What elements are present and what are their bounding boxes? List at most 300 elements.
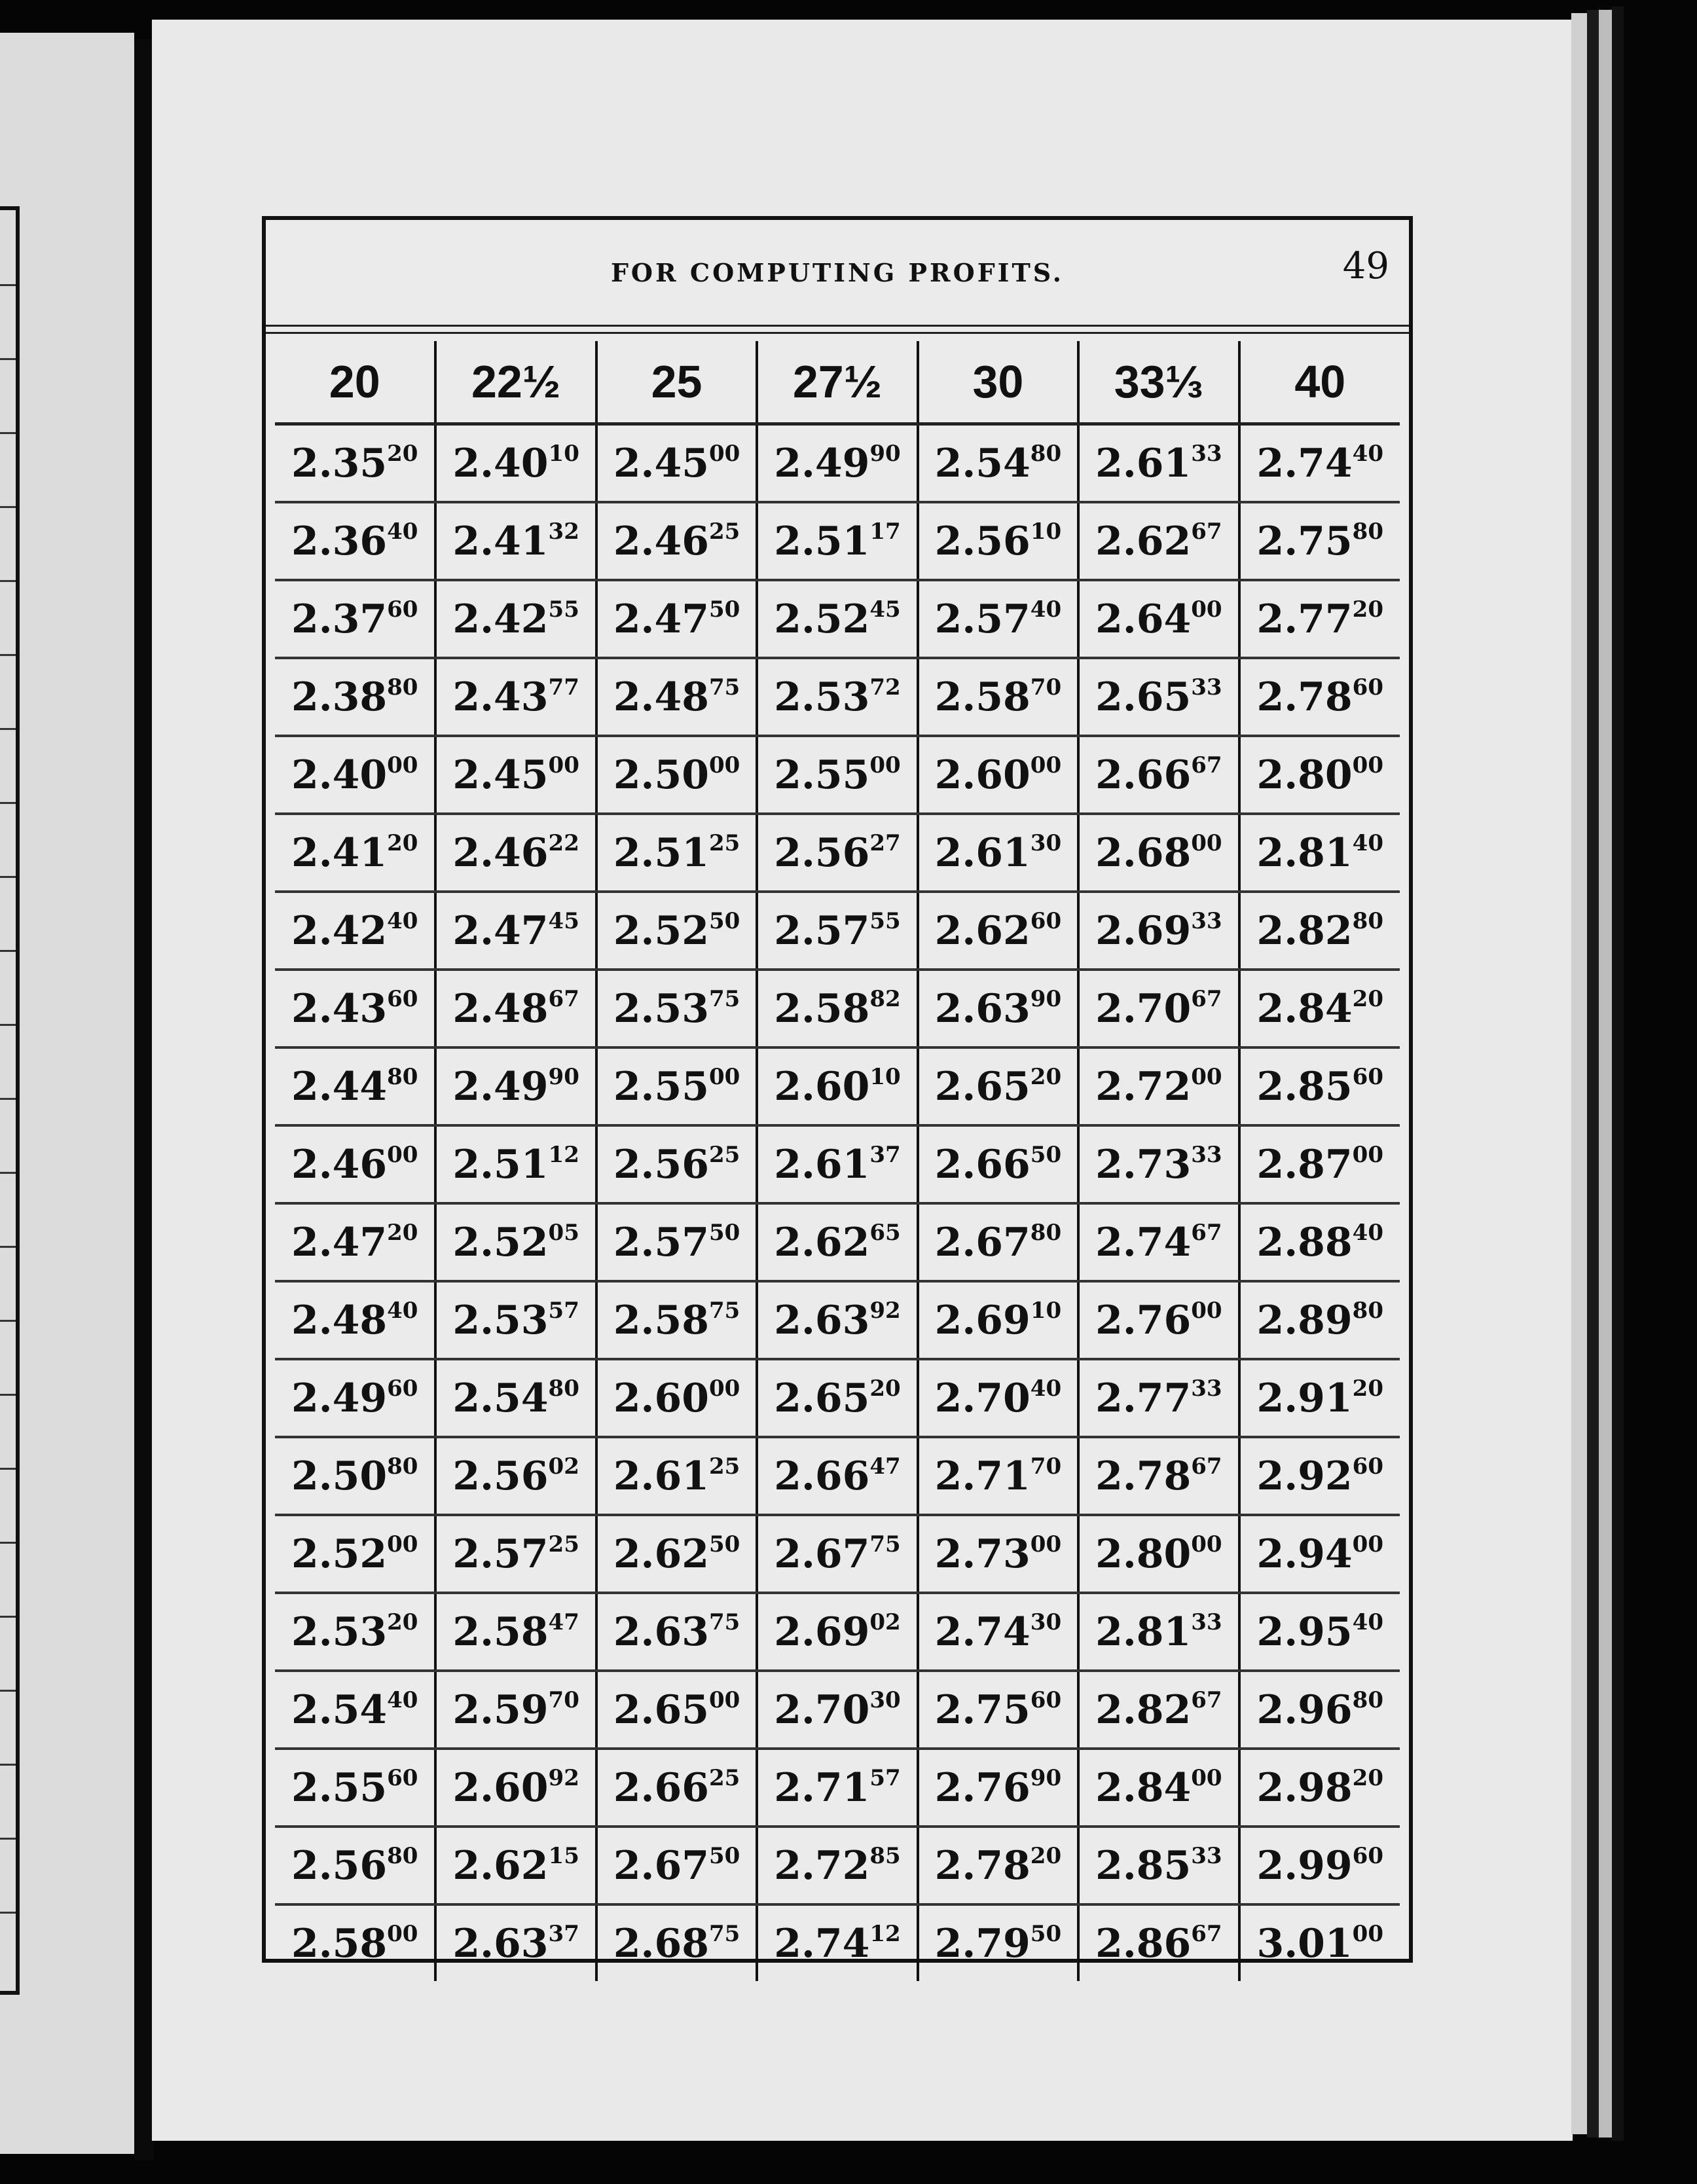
cell-cents-superscript: 00 [869,752,901,778]
table-cell [918,1359,1078,1437]
table-cell [1239,1904,1400,1981]
cell-cents-superscript: 00 [1191,1063,1222,1090]
table-cell [918,736,1078,814]
facing-page-row-rule [0,1394,16,1396]
cell-cents-superscript: 92 [548,1764,579,1791]
cell-amount: 2.50 [291,1453,388,1499]
table-cell [1078,892,1239,970]
cell-cents-superscript: 00 [387,1531,418,1557]
table-cell [275,424,435,503]
cell-cents-superscript: 75 [708,1920,740,1947]
cell-amount: 2.70 [934,1375,1031,1421]
facing-page-row-rule [0,802,16,804]
table-cell [918,1904,1078,1981]
page-header [266,220,1409,327]
cell-amount: 2.80 [1095,1531,1192,1577]
table-cell [1239,1047,1400,1125]
cell-amount: 2.56 [613,1141,709,1188]
cell-cents-superscript: 57 [869,1764,901,1791]
table-cell [1078,1437,1239,1515]
cell-cents-superscript: 80 [387,1842,418,1869]
table-cell [275,1281,435,1359]
cell-amount: 2.47 [613,596,709,642]
cell-cents-superscript: 40 [387,518,418,545]
cell-cents-superscript: 67 [1191,985,1222,1012]
cell-amount: 2.58 [934,674,1031,720]
cell-cents-superscript: 30 [869,1686,901,1713]
table-cell [918,1827,1078,1904]
table-cell [757,814,917,892]
cell-amount: 2.56 [774,829,870,876]
table-cell [918,502,1078,580]
cell-cents-superscript: 00 [1352,752,1383,778]
table-cell [1078,424,1239,503]
table-cell [918,1281,1078,1359]
cell-amount: 2.45 [613,440,709,486]
facing-page-row-rule [0,1764,16,1766]
cell-amount: 2.66 [934,1141,1031,1188]
cell-amount: 2.48 [613,674,709,720]
table-row [275,1827,1400,1904]
cell-amount: 2.60 [613,1375,709,1421]
cell-cents-superscript: 80 [387,1063,418,1090]
cell-amount: 2.88 [1256,1219,1353,1265]
cell-amount: 2.77 [1095,1375,1192,1421]
cell-amount: 2.61 [1095,440,1192,486]
cell-cents-superscript: 20 [869,1375,901,1402]
cell-cents-superscript: 60 [387,1375,418,1402]
table-cell [275,580,435,658]
facing-page-row-rule [0,1098,16,1100]
cell-amount: 2.67 [613,1842,709,1889]
cell-cents-superscript: 25 [708,829,740,856]
table-cell [1078,1593,1239,1671]
table-cell [757,502,917,580]
cell-amount: 2.53 [613,985,709,1032]
cell-amount: 2.61 [613,1453,709,1499]
table-cell [435,736,596,814]
table-cell [596,1749,757,1827]
cell-cents-superscript: 55 [548,596,579,623]
table-cell [596,658,757,736]
table-cell [596,1125,757,1203]
table-cell [596,1281,757,1359]
running-title: FOR COMPUTING PROFITS. [610,258,1065,287]
cell-amount: 2.41 [291,829,388,876]
table-cell [1239,1593,1400,1671]
cell-amount: 2.85 [1256,1063,1353,1110]
book-gutter [134,39,154,2160]
cell-cents-superscript: 20 [387,1219,418,1246]
table-cell [596,580,757,658]
cell-amount: 2.62 [1095,518,1192,564]
cell-cents-superscript: 20 [387,1609,418,1635]
cell-cents-superscript: 00 [1191,596,1222,623]
cell-cents-superscript: 75 [708,985,740,1012]
cell-cents-superscript: 33 [1191,1141,1222,1168]
cell-amount: 2.48 [452,985,549,1032]
table-frame [262,216,1413,1967]
column-header: 33⅓ [1078,341,1239,424]
cell-amount: 2.70 [1095,985,1192,1032]
cell-amount: 2.63 [774,1297,870,1343]
cell-cents-superscript: 50 [708,907,740,934]
cell-amount: 2.62 [613,1531,709,1577]
table-cell [1078,970,1239,1047]
cell-amount: 2.51 [774,518,870,564]
table-cell [596,1671,757,1749]
table-row [275,1281,1400,1359]
cell-amount: 2.49 [774,440,870,486]
column-header: 30 [918,341,1078,424]
table-cell [596,970,757,1047]
cell-cents-superscript: 50 [1030,1920,1062,1947]
cell-amount: 2.55 [613,1063,709,1110]
cell-cents-superscript: 45 [548,907,579,934]
cell-cents-superscript: 67 [1191,1686,1222,1713]
column-header: 40 [1239,341,1400,424]
cell-amount: 2.51 [452,1141,549,1188]
table-cell [1078,1281,1239,1359]
cell-amount: 2.46 [291,1141,388,1188]
facing-page-row-rule [0,284,16,286]
cell-cents-superscript: 12 [548,1141,579,1168]
cell-amount: 2.81 [1095,1609,1192,1655]
cell-amount: 2.77 [1256,596,1353,642]
cell-amount: 2.54 [934,440,1031,486]
table-cell [1078,1749,1239,1827]
cell-cents-superscript: 75 [869,1531,901,1557]
table-cell [435,1437,596,1515]
cell-cents-superscript: 60 [1352,1453,1383,1480]
cell-cents-superscript: 20 [1352,1764,1383,1791]
cell-amount: 2.89 [1256,1297,1353,1343]
cell-amount: 2.74 [1095,1219,1192,1265]
cell-amount: 2.94 [1256,1531,1353,1577]
cell-cents-superscript: 40 [1030,1375,1062,1402]
cell-amount: 2.66 [613,1764,709,1811]
table-cell [596,1904,757,1981]
cell-amount: 2.55 [774,752,870,798]
table-cell [275,1671,435,1749]
table-row [275,1904,1400,1981]
facing-page-row-rule [0,1246,16,1248]
cell-amount: 2.60 [774,1063,870,1110]
cell-amount: 2.84 [1095,1764,1192,1811]
cell-amount: 2.54 [291,1686,388,1733]
cell-amount: 2.46 [613,518,709,564]
table-cell [435,502,596,580]
table-cell [435,1203,596,1281]
cell-cents-superscript: 22 [548,829,579,856]
cell-amount: 2.57 [934,596,1031,642]
cell-cents-superscript: 80 [387,674,418,701]
table-row [275,814,1400,892]
cell-amount: 2.79 [934,1920,1031,1967]
table-row [275,424,1400,503]
table-cell [275,1749,435,1827]
profit-table [275,341,1400,1981]
cell-cents-superscript: 67 [1191,518,1222,545]
cell-amount: 2.73 [934,1531,1031,1577]
table-cell [918,1125,1078,1203]
table-cell [918,892,1078,970]
cell-amount: 2.63 [934,985,1031,1032]
facing-page-row-rule [0,1912,16,1914]
table-cell [435,1904,596,1981]
cell-cents-superscript: 65 [869,1219,901,1246]
cell-amount: 2.65 [774,1375,870,1421]
cell-amount: 2.69 [1095,907,1192,954]
cell-cents-superscript: 20 [1352,985,1383,1012]
cell-amount: 2.61 [774,1141,870,1188]
cell-cents-superscript: 80 [1030,440,1062,467]
table-cell [1239,502,1400,580]
table-cell [435,1125,596,1203]
cell-amount: 2.63 [613,1609,709,1655]
table-cell [1239,424,1400,503]
cell-amount: 2.66 [774,1453,870,1499]
cell-cents-superscript: 40 [1030,596,1062,623]
cell-cents-superscript: 20 [1030,1842,1062,1869]
table-row [275,1125,1400,1203]
facing-page-row-rule [0,654,16,656]
cell-cents-superscript: 10 [1030,518,1062,545]
cell-cents-superscript: 90 [869,440,901,467]
table-cell [918,1593,1078,1671]
table-cell [1078,1203,1239,1281]
cell-amount: 2.62 [774,1219,870,1265]
table-cell [435,1281,596,1359]
cell-amount: 2.76 [1095,1297,1192,1343]
cell-cents-superscript: 25 [708,1453,740,1480]
table-cell [435,970,596,1047]
column-header: 27½ [757,341,917,424]
cell-cents-superscript: 20 [387,829,418,856]
cell-cents-superscript: 60 [387,596,418,623]
cell-amount: 2.71 [934,1453,1031,1499]
cell-cents-superscript: 40 [387,1686,418,1713]
cell-cents-superscript: 00 [387,1141,418,1168]
table-cell [757,1125,917,1203]
cell-amount: 2.69 [934,1297,1031,1343]
cell-amount: 2.42 [452,596,549,642]
cell-cents-superscript: 50 [1030,1141,1062,1168]
cell-amount: 2.65 [1095,674,1192,720]
cell-cents-superscript: 60 [1352,1063,1383,1090]
cell-cents-superscript: 17 [869,518,901,545]
cell-cents-superscript: 00 [1352,1141,1383,1168]
table-cell [918,814,1078,892]
table-cell [1239,1749,1400,1827]
cell-cents-superscript: 33 [1191,440,1222,467]
cell-cents-superscript: 50 [708,1842,740,1869]
table-cell [918,580,1078,658]
cell-amount: 2.82 [1256,907,1353,954]
table-cell [1239,814,1400,892]
cell-cents-superscript: 67 [1191,1920,1222,1947]
cell-cents-superscript: 00 [1191,1297,1222,1324]
table-cell [596,1515,757,1593]
table-row [275,892,1400,970]
table-cell [1078,736,1239,814]
table-cell [918,970,1078,1047]
cell-cents-superscript: 37 [869,1141,901,1168]
table-cell [1078,1827,1239,1904]
cell-cents-superscript: 00 [1352,1920,1383,1947]
cell-cents-superscript: 02 [869,1609,901,1635]
cell-cents-superscript: 30 [1030,1609,1062,1635]
cell-cents-superscript: 32 [548,518,579,545]
cell-amount: 2.56 [934,518,1031,564]
table-cell [596,892,757,970]
table-cell [275,658,435,736]
cell-cents-superscript: 60 [1030,907,1062,934]
cell-cents-superscript: 80 [548,1375,579,1402]
cell-cents-superscript: 70 [1030,1453,1062,1480]
cell-cents-superscript: 50 [708,596,740,623]
cell-cents-superscript: 60 [1030,1686,1062,1713]
cell-amount: 2.78 [934,1842,1031,1889]
cell-cents-superscript: 92 [869,1297,901,1324]
cell-cents-superscript: 27 [869,829,901,856]
facing-page-row-rule [0,580,16,582]
table-cell [435,1593,596,1671]
cell-amount: 2.61 [934,829,1031,876]
cell-amount: 2.36 [291,518,388,564]
cell-cents-superscript: 00 [387,752,418,778]
cell-cents-superscript: 20 [1352,596,1383,623]
cell-amount: 2.92 [1256,1453,1353,1499]
cell-amount: 2.66 [1095,752,1192,798]
table-row [275,502,1400,580]
cell-amount: 2.37 [291,596,388,642]
table-cell [757,1515,917,1593]
cell-amount: 2.64 [1095,596,1192,642]
cell-amount: 2.53 [291,1609,388,1655]
cell-amount: 2.58 [452,1609,549,1655]
cell-cents-superscript: 90 [1030,1764,1062,1791]
table-cell [275,970,435,1047]
cell-cents-superscript: 15 [548,1842,579,1869]
cell-cents-superscript: 77 [548,674,579,701]
cell-amount: 2.51 [613,829,709,876]
table-cell [1078,502,1239,580]
table-cell [435,1749,596,1827]
cell-cents-superscript: 50 [708,1219,740,1246]
table-cell [596,1359,757,1437]
table-cell [918,1437,1078,1515]
cell-cents-superscript: 67 [1191,752,1222,778]
table-cell [275,736,435,814]
cell-amount: 2.47 [452,907,549,954]
cell-cents-superscript: 00 [1030,1531,1062,1557]
cell-cents-superscript: 40 [1352,440,1383,467]
table-cell [275,1437,435,1515]
cell-cents-superscript: 60 [387,985,418,1012]
table-cell [918,424,1078,503]
table-cell [918,1515,1078,1593]
table-cell [1239,580,1400,658]
table-header-row [275,341,1400,424]
cell-amount: 2.49 [452,1063,549,1110]
cell-amount: 2.43 [291,985,388,1032]
table-cell [1239,1203,1400,1281]
table-cell [275,1359,435,1437]
cell-amount: 2.38 [291,674,388,720]
cell-cents-superscript: 67 [1191,1219,1222,1246]
table-row [275,1515,1400,1593]
table-cell [596,424,757,503]
cell-cents-superscript: 37 [548,1920,579,1947]
cell-amount: 2.85 [1095,1842,1192,1889]
table-cell [1239,1281,1400,1359]
cell-amount: 2.58 [774,985,870,1032]
cell-amount: 2.74 [1256,440,1353,486]
cell-cents-superscript: 33 [1191,907,1222,934]
table-cell [435,892,596,970]
cell-cents-superscript: 40 [1352,1609,1383,1635]
table-cell [918,1671,1078,1749]
cell-cents-superscript: 90 [1030,985,1062,1012]
facing-page-row-rule [0,1838,16,1840]
cell-amount: 2.65 [613,1686,709,1733]
table-cell [275,1593,435,1671]
cell-amount: 2.87 [1256,1141,1353,1188]
cell-cents-superscript: 20 [1352,1375,1383,1402]
cell-amount: 2.69 [774,1609,870,1655]
cell-cents-superscript: 00 [708,1063,740,1090]
cell-amount: 2.43 [452,674,549,720]
cell-amount: 2.60 [934,752,1031,798]
facing-page-row-rule [0,1468,16,1470]
table-cell [757,1203,917,1281]
facing-page [0,33,134,2154]
cell-cents-superscript: 82 [869,985,901,1012]
table-row [275,1203,1400,1281]
table-cell [757,580,917,658]
cell-amount: 2.78 [1095,1453,1192,1499]
cell-cents-superscript: 90 [548,1063,579,1090]
cell-cents-superscript: 00 [1191,1764,1222,1791]
table-cell [1239,1125,1400,1203]
cell-cents-superscript: 25 [548,1531,579,1557]
cell-cents-superscript: 20 [1030,1063,1062,1090]
cell-cents-superscript: 12 [869,1920,901,1947]
table-cell [435,658,596,736]
cell-amount: 2.56 [291,1842,388,1889]
table-cell [918,658,1078,736]
cell-amount: 2.57 [613,1219,709,1265]
table-row [275,1359,1400,1437]
cell-cents-superscript: 80 [1030,1219,1062,1246]
table-row [275,580,1400,658]
cell-cents-superscript: 67 [1191,1453,1222,1480]
cell-amount: 2.62 [452,1842,549,1889]
cell-cents-superscript: 10 [1030,1297,1062,1324]
cell-cents-superscript: 85 [869,1842,901,1869]
table-cell [757,1827,917,1904]
cell-amount: 2.57 [774,907,870,954]
cell-cents-superscript: 00 [708,1375,740,1402]
cell-amount: 2.78 [1256,674,1353,720]
cell-cents-superscript: 02 [548,1453,579,1480]
cell-amount: 2.62 [934,907,1031,954]
table-cell [757,1359,917,1437]
cell-amount: 2.35 [291,440,388,486]
table-cell [435,424,596,503]
table-cell [1239,1359,1400,1437]
